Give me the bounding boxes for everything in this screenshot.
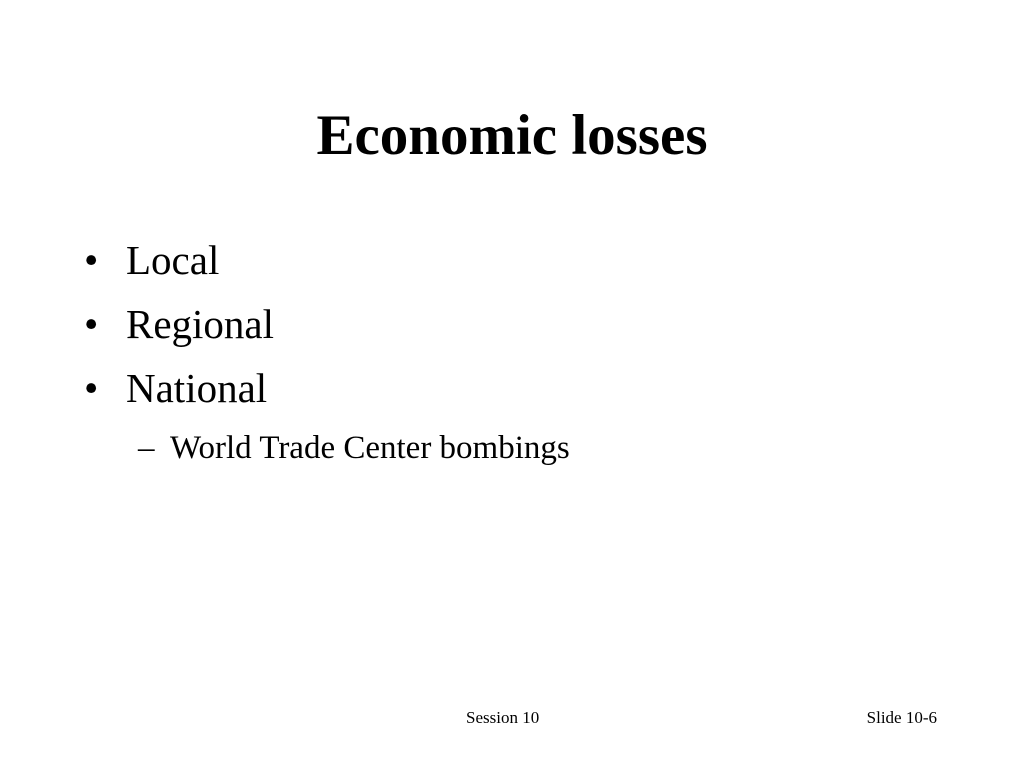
- bullet-text: National: [126, 365, 268, 411]
- bullet-text: Regional: [126, 301, 275, 347]
- bullet-item-national: [84, 356, 570, 420]
- footer-session: Session 10: [466, 708, 540, 727]
- sub-bullet-marker: –: [138, 430, 155, 466]
- footer-slide-number: Slide 10-6: [866, 708, 937, 727]
- bullet-marker: •: [84, 365, 99, 411]
- slide-title: Economic losses: [316, 104, 708, 167]
- sub-bullet-item-wtc: [138, 420, 570, 476]
- sub-bullet-text: World Trade Center bombings: [170, 430, 570, 466]
- bullet-item-local: [84, 228, 570, 292]
- bullet-marker: •: [84, 301, 99, 347]
- bullet-text: Local: [126, 237, 220, 283]
- bullet-item-regional: [84, 292, 570, 356]
- bullet-marker: •: [84, 237, 99, 283]
- bullet-list: [84, 228, 570, 476]
